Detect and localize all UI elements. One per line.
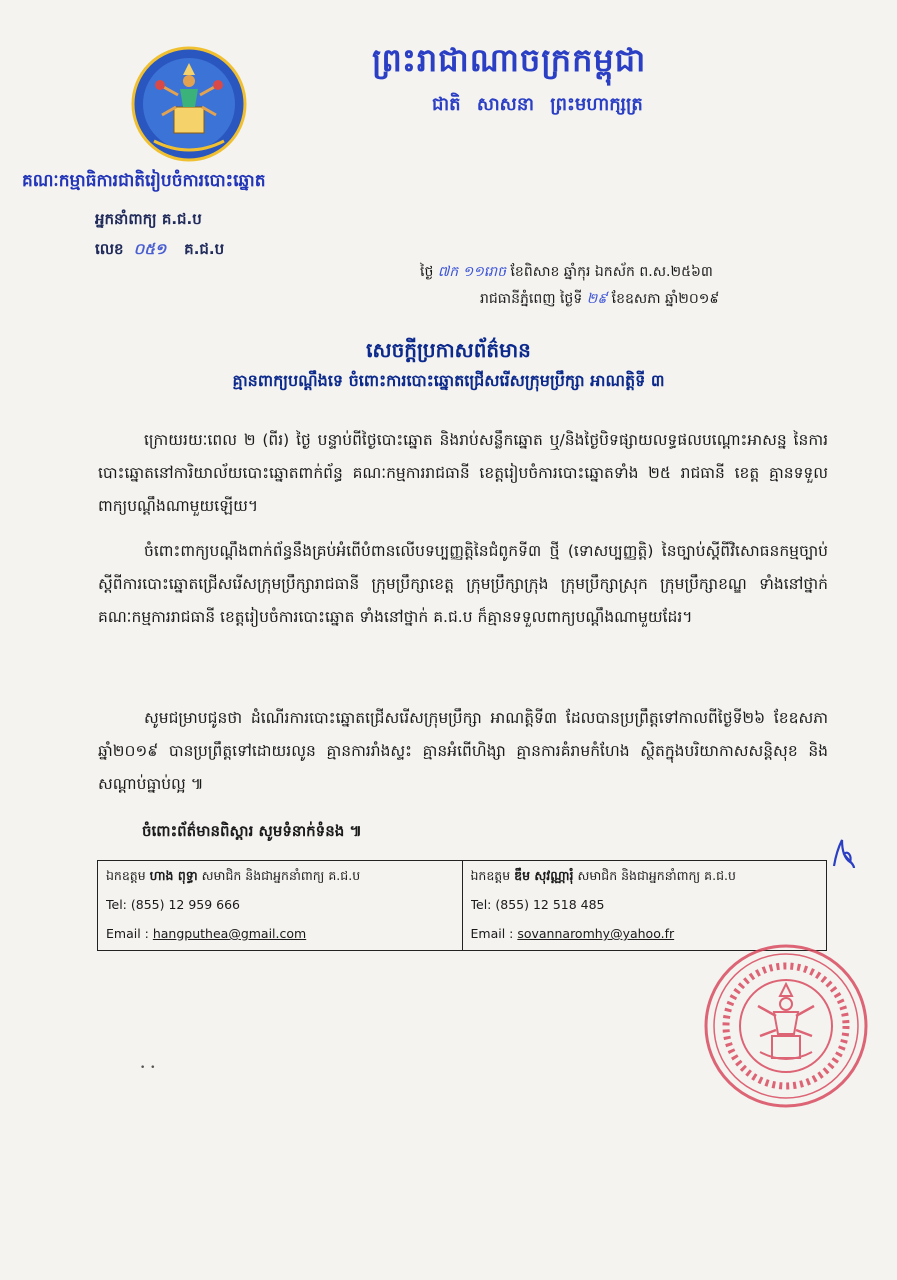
solar-rest: ខែឧសភា ឆ្នាំ២០១៩ (611, 291, 720, 307)
body-paragraph-3: សូមជម្រាបជូនថា ដំណើរការបោះឆ្នោតជ្រើសរើសក្រុមប្រឹក្សា អាណត្តិទី៣ ដែលបានប្រព្រឹត្តទៅកាលពីថ្ងៃទី២៦ ខែឧសភា ឆ្នាំ២០១៩ បានប្រព្រឹត្តទៅដោយរលូន គ្មានការរាំងស្ទះ គ្មានអំពើហិង្សា គ្មានការគំរាមកំហែង ស្ថិតក្នុងបរិយាកាសសន្តិសុខ និងសណ្ដាប់ធ្នាប់ល្អ ៕ (98, 709, 828, 793)
contacts-table (97, 860, 827, 951)
contact-cell-1 (98, 861, 463, 951)
contact-name-row (106, 867, 454, 884)
ref-number: ០៥១ (133, 240, 167, 258)
contact-tel: Tel: (855) 12 959 666 (106, 897, 241, 912)
reference-number (95, 240, 224, 262)
announcement-title: សេចក្ដីប្រកាសព័ត៌មាន (366, 338, 531, 362)
contact-email-link[interactable]: sovannaromhy@yahoo.fr (517, 926, 675, 941)
spokesperson-label: អ្នកនាំពាក្យ គ.ជ.ប (95, 210, 202, 228)
scan-dots: • • (140, 1063, 157, 1073)
solar-handwritten-day: ២៩ (586, 291, 608, 307)
email-label: Email : (470, 926, 518, 941)
solar-prefix: រាជធានីភ្នំពេញ ថ្ងៃទី (480, 291, 583, 307)
issuing-committee: គណៈកម្មាធិការជាតិរៀបចំការបោះឆ្នោត (22, 171, 266, 191)
contact-name: ហាង ពុទ្ធា (149, 868, 198, 883)
contact-cell-2 (462, 861, 827, 951)
lunar-date (420, 262, 713, 283)
national-motto: ជាតិ សាសនា ព្រះមហាក្សត្រ (432, 94, 643, 115)
announcement-subtitle: គ្មានពាក្យបណ្ដឹងទេ ចំពោះការបោះឆ្នោតជ្រើសរើសក្រុមប្រឹក្សា អាណត្តិទី ៣ (232, 371, 665, 390)
lunar-prefix: ថ្ងៃ (420, 264, 434, 280)
contact-honorific: ឯកឧត្តម (106, 868, 146, 883)
ref-label: លេខ (95, 240, 124, 258)
lunar-handwritten-day: ៧ក ១១រោច (437, 264, 507, 280)
contact-email-row (106, 925, 454, 942)
body-paragraph-1: ក្រោយរយៈពេល ២ (ពីរ) ថ្ងៃ បន្ទាប់ពីថ្ងៃបោះឆ្នោត និងរាប់សន្លឹកឆ្នោត ឬ/និងថ្ងៃបិទផ្សាយលទ្ធផលបណ្ដោះអាសន្ន នៃការបោះឆ្នោតនៅការិយាល័យបោះឆ្នោតពាក់ព័ន្ធ គណៈកម្មការរាជធានី ខេត្តរៀបចំការបោះឆ្នោតទាំង ២៥ រាជធានី ខេត្ត គ្មានទទួលពាក្យបណ្ដឹងណាមួយឡើយ។ (98, 431, 828, 515)
table-row (98, 861, 827, 951)
contact-tel: Tel: (855) 12 518 485 (470, 897, 605, 912)
contact-role: សមាជិក និងជាអ្នកនាំពាក្យ គ.ជ.ប (577, 868, 736, 883)
lunar-rest: ខែពិសាខ ឆ្នាំកុរ ឯកស័ក ព.ស.២៥៦៣ (510, 264, 713, 280)
body-paragraph-2: ចំពោះពាក្យបណ្ដឹងពាក់ព័ន្ធនឹងគ្រប់អំពើបំពានលើបទប្បញ្ញត្តិនៃជំពូកទី៣ ថ្មី (ទោសប្បញ្ញត្តិ) នៃច្បាប់ស្ដីពីវិសោធនកម្មច្បាប់ស្ដីពីការបោះឆ្នោតជ្រើសរើសក្រុមប្រឹក្សារាជធានី ក្រុមប្រឹក្សាខេត្ត ក្រុមប្រឹក្សាក្រុង ក្រុមប្រឹក្សាស្រុក ក្រុមប្រឹក្សាខណ្ឌ ទាំងនៅថ្នាក់គណៈកម្មការរាជធានី ខេត្តរៀបចំការបោះឆ្នោត ទាំងនៅថ្នាក់ គ.ជ.ប ក៏គ្មានទទួលពាក្យបណ្ដឹងណាមួយដែរ។ (98, 542, 828, 626)
contact-name-row (471, 867, 819, 884)
contact-email-link[interactable]: hangputhea@gmail.com (152, 926, 307, 941)
contact-role: សមាជិក និងជាអ្នកនាំពាក្យ គ.ជ.ប (201, 868, 361, 883)
kingdom-header: ព្រះរាជាណាចក្រកម្ពុជា (372, 41, 647, 79)
solar-date (480, 289, 719, 310)
official-seal-icon (700, 940, 872, 1112)
signature-icon (830, 836, 856, 872)
email-label: Email : (106, 926, 153, 941)
ref-suffix: គ.ជ.ប (184, 240, 225, 258)
contact-honorific: ឯកឧត្តម (470, 868, 511, 883)
contact-note: ចំពោះព័ត៌មានពិស្តារ សូមទំនាក់ទំនង ៕ (142, 822, 362, 840)
nec-emblem-icon (130, 45, 248, 163)
contact-name: ឌឹម សុវណ្ណារុំ (514, 868, 574, 883)
